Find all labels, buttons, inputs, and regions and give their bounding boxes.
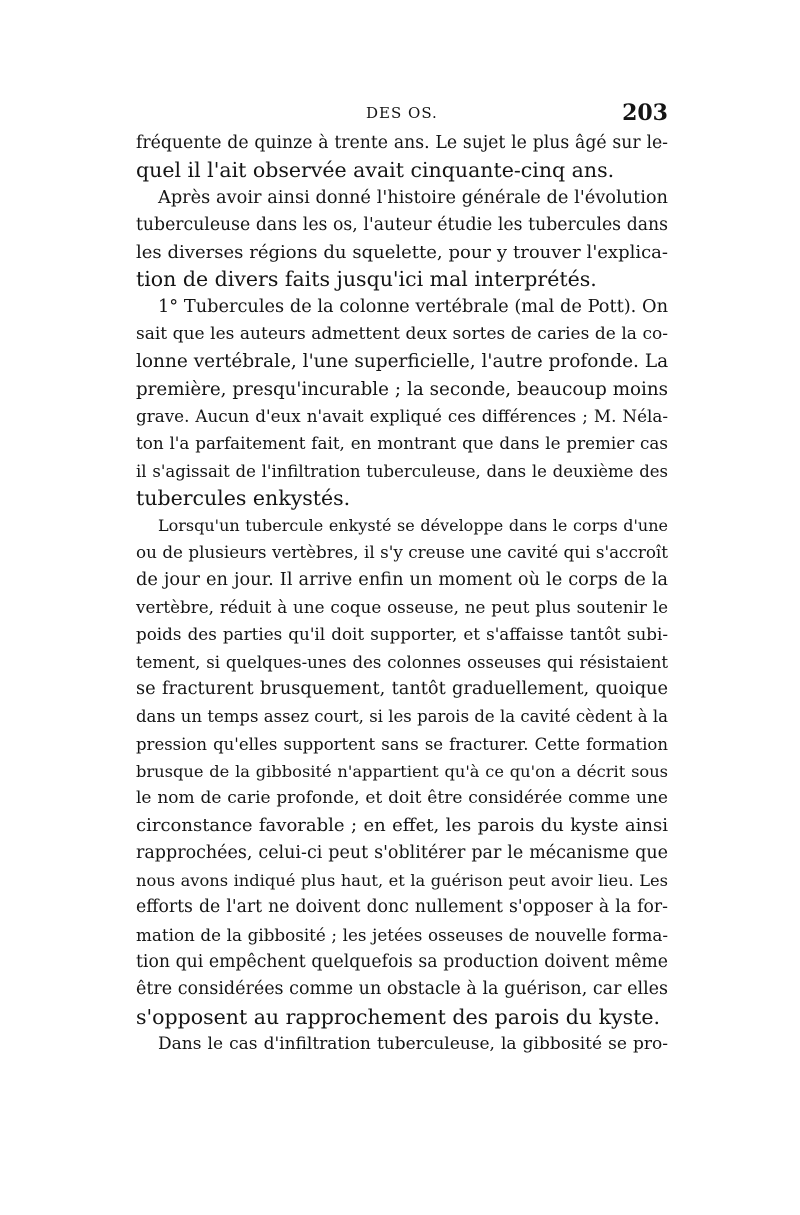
text-line: de jour en jour. Il arrive enfin un moment où le corps de la [136,569,668,590]
text-line: poids des parties qu'il doit supporter, et s'affaisse tantôt subi- [136,624,668,645]
text-line: sait que les auteurs admettent deux sortes de caries de la co- [136,324,668,345]
text-line: ton l'a parfaitement fait, en montrant que dans le premier cas [136,433,668,454]
text-line: il s'agissait de l'infiltration tuberculeuse, dans le deuxième des [136,461,668,481]
running-title: DES OS. [366,104,438,122]
body-text [136,130,668,1058]
text-line: tement, si quelques-unes des colonnes osseuses qui résistaient [136,652,668,672]
text-line: efforts de l'art ne doivent donc nullement s'opposer à la for- [136,897,668,918]
text-line: pression qu'elles supportent sans se fracturer. Cette formation [136,734,668,754]
text-line: nous avons indiqué plus haut, et la guérison peut avoir lieu. Les [136,871,668,891]
text-line: circonstance favorable ; en effet, les parois du kyste ainsi [136,815,668,837]
text-line: fréquente de quinze à trente ans. Le sujet le plus âgé sur le- [136,133,668,153]
text-line: 1° Tubercules de la colonne vertébrale (mal de Pott). On [158,296,668,317]
text-line: lonne vertébrale, l'une superficielle, l'autre profonde. La [136,351,669,373]
text-line: tion qui empêchent quelquefois sa production doivent même [136,951,668,972]
text-line: rapprochées, celui-ci peut s'oblitérer par le mécanisme que [136,842,668,863]
text-line: ou de plusieurs vertèbres, il s'y creuse une cavité qui s'accroît [136,542,668,563]
text-line: mation de la gibbosité ; les jetées osseuses de nouvelle forma- [136,924,668,945]
book-page [136,0,668,1215]
text-line: Après avoir ainsi donné l'histoire générale de l'évolution [158,187,668,208]
text-line: tubercules enkystés. [136,485,351,510]
page-number: 203 [622,100,668,126]
text-line: tion de divers faits jusqu'ici mal interprétés. [136,267,597,292]
text-line: Lorsqu'un tubercule enkysté se développe dans le corps d'une [158,516,668,536]
text-line: tuberculeuse dans les os, l'auteur étudie les tubercules dans [136,214,668,235]
text-line: Dans le cas d'infiltration tuberculeuse, la gibbosité se pro- [158,1033,668,1054]
text-line: se fracturent brusquement, tantôt graduellement, quoique [136,678,668,699]
text-line: première, presqu'incurable ; la seconde, beaucoup moins [136,378,668,400]
text-line: brusque de la gibbosité n'appartient qu'à ce qu'on a décrit sous [136,761,668,781]
text-line: grave. Aucun d'eux n'avait expliqué ces différences ; M. Néla- [136,405,668,426]
text-line: vertèbre, réduit à une coque osseuse, ne peut plus soutenir le [136,597,668,618]
text-line: les diverses régions du squelette, pour y trouver l'explica- [136,242,668,264]
text-line: dans un temps assez court, si les parois de la cavité cèdent à la [136,707,668,727]
text-line: être considérées comme un obstacle à la guérison, car elles [136,979,668,1000]
running-head [136,100,668,128]
text-line: quel il l'ait observée avait cinquante-cinq ans. [136,158,615,183]
text-line: le nom de carie profonde, et doit être considérée comme une [136,788,668,809]
text-line: s'opposent au rapprochement des parois du kyste. [136,1004,661,1029]
